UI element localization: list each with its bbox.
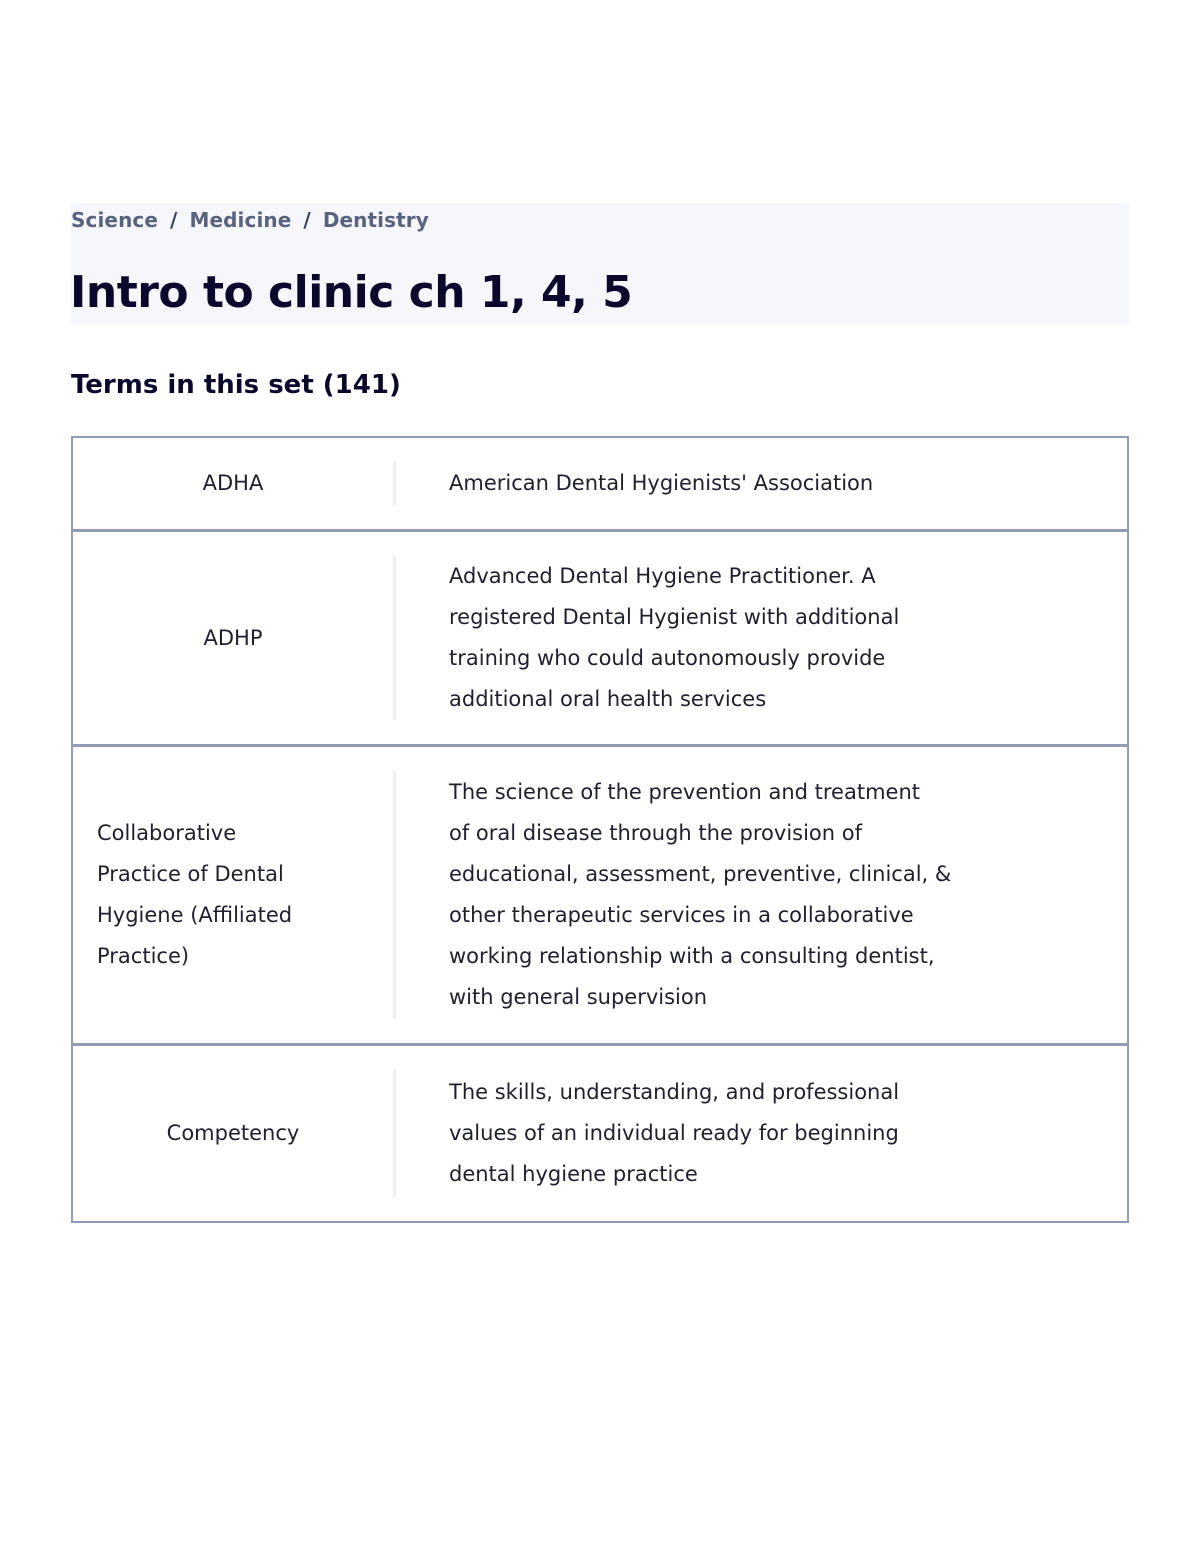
breadcrumb bbox=[71, 206, 429, 234]
term-line: Practice of Dental bbox=[97, 862, 284, 886]
term-line: Hygiene (Affiliated bbox=[97, 903, 293, 927]
term-line: Collaborative bbox=[97, 821, 237, 845]
definition-cell bbox=[396, 556, 1127, 720]
definition-line: training who could autonomously provide bbox=[449, 646, 886, 670]
terms-heading: Terms in this set (141) bbox=[71, 370, 401, 400]
definition-line: of oral disease through the provision of bbox=[449, 821, 862, 845]
term-line: Practice) bbox=[97, 944, 190, 968]
definition-line: The science of the prevention and treatment bbox=[449, 780, 920, 804]
breadcrumb-medicine[interactable]: Medicine bbox=[189, 208, 292, 232]
breadcrumb-science[interactable]: Science bbox=[71, 208, 159, 232]
term-row bbox=[73, 747, 1127, 1046]
definition-line: values of an individual ready for beginning bbox=[449, 1121, 899, 1145]
term-row bbox=[73, 532, 1127, 747]
definition-cell bbox=[396, 463, 1127, 504]
page-title: Intro to clinic ch 1, 4, 5 bbox=[70, 267, 633, 318]
definition-line: The skills, understanding, and professional bbox=[449, 1080, 900, 1104]
term-row bbox=[73, 1046, 1127, 1221]
term-row bbox=[73, 438, 1127, 532]
breadcrumb-dentistry[interactable]: Dentistry bbox=[322, 208, 429, 232]
breadcrumb-separator: / bbox=[170, 208, 178, 232]
definition-cell bbox=[396, 772, 1127, 1018]
definition-line: working relationship with a consulting dentist, bbox=[449, 944, 935, 968]
term-cell: Competency bbox=[166, 1121, 300, 1145]
definition-line: Advanced Dental Hygiene Practitioner. A bbox=[449, 564, 876, 588]
definition-line: with general supervision bbox=[449, 985, 708, 1009]
terms-table bbox=[71, 436, 1129, 1223]
definition-line: American Dental Hygienists' Association bbox=[449, 471, 874, 495]
term-cell: ADHA bbox=[202, 471, 264, 495]
definition-line: registered Dental Hygienist with additional bbox=[449, 605, 900, 629]
term-cell: ADHP bbox=[203, 625, 263, 650]
definition-cell bbox=[396, 1072, 1127, 1195]
definition-line: dental hygiene practice bbox=[449, 1162, 698, 1186]
definition-line: additional oral health services bbox=[449, 687, 767, 711]
definition-line: other therapeutic services in a collaborative bbox=[449, 903, 914, 927]
breadcrumb-separator: / bbox=[303, 208, 311, 232]
term-cell bbox=[73, 813, 393, 977]
definition-line: educational, assessment, preventive, clinical, & bbox=[449, 862, 952, 886]
